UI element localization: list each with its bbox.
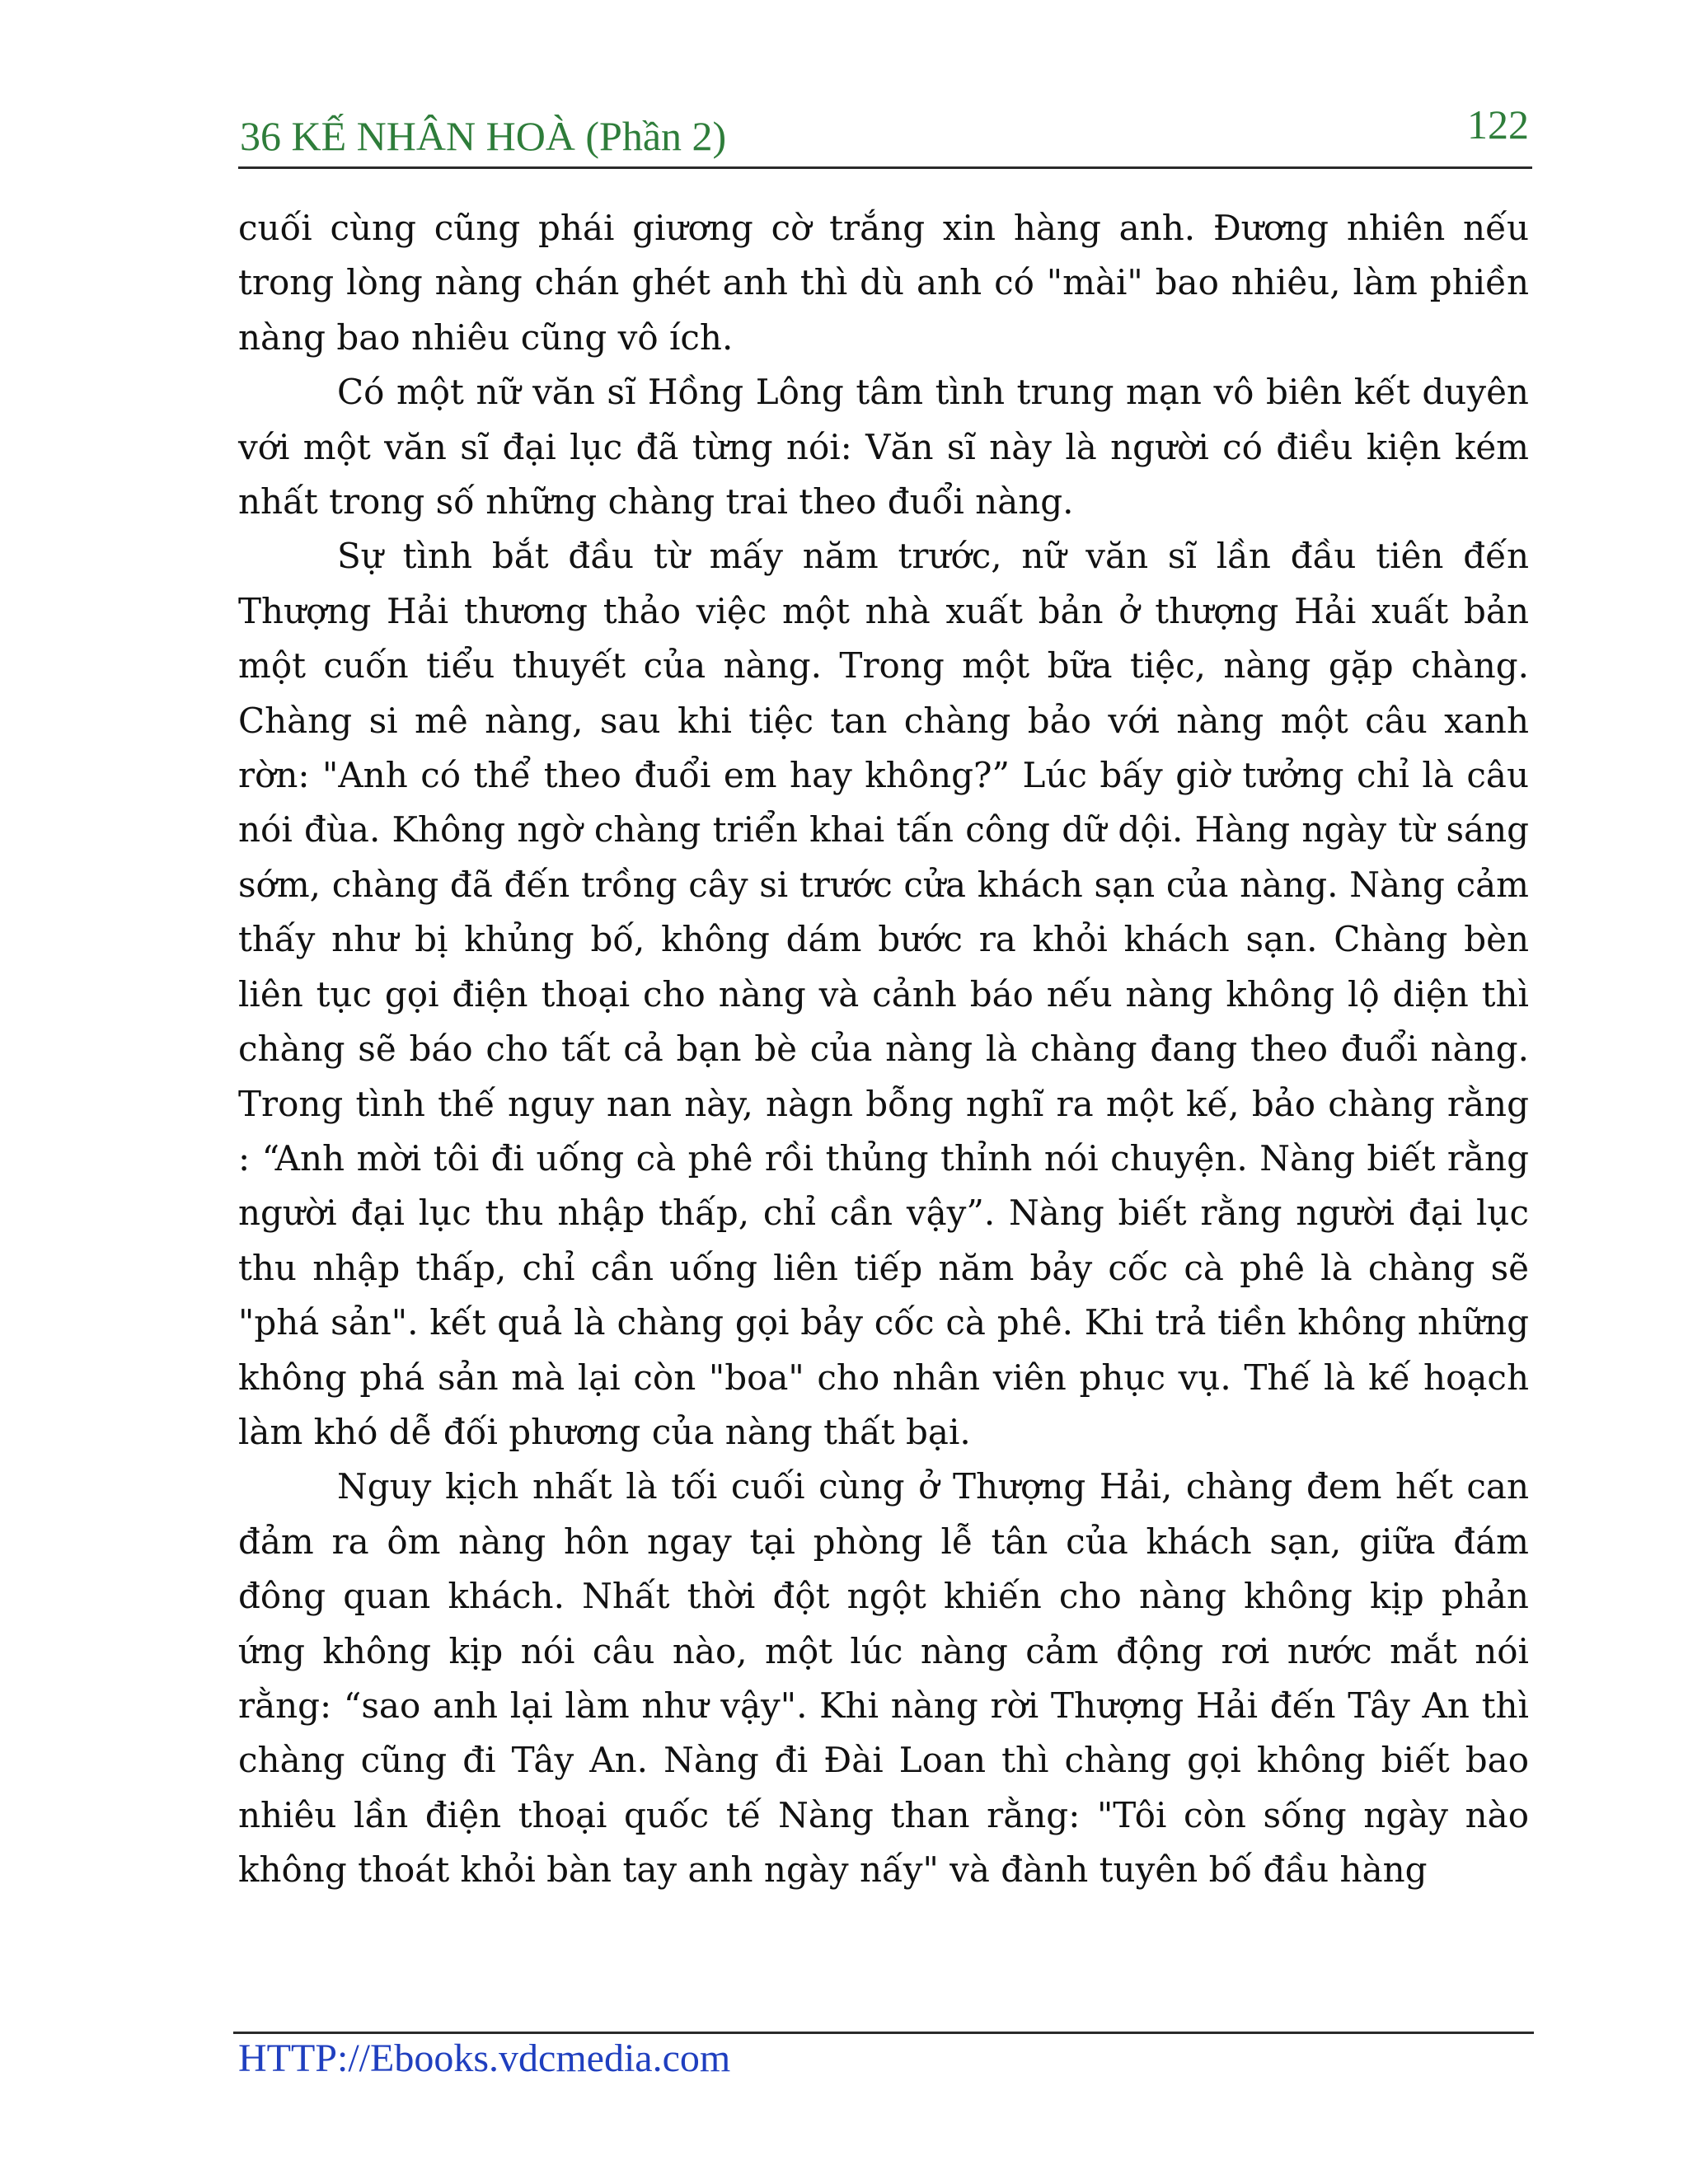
paragraph: Nguy kịch nhất là tối cuối cùng ở Thượng Hải, chàng đem hết can đảm ra ôm nàng hôn ngay tại phòng lễ tân của khách sạn, giữa đám đông quan khách. Nhất thời đột ngột khiến cho nàng không kịp phản ứng không kịp nói câu nào, một lúc nàng cảm động rơi nước mắt nói rằng: “sao anh lại làm như vậy". Khi nàng rời Thượng Hải đến Tây An thì chàng cũng đi Tây An. Nàng đi Đài Loan thì chàng gọi không biết bao nhiêu lần điện thoại quốc tế Nàng than rằng: "Tôi còn sống ngày nào không thoát khỏi bàn tay anh ngày nấy" và đành tuyên bố đầu hàng [238,1466,1529,1891]
page-number: 122 [1467,101,1529,148]
page-body [238,201,1529,1898]
footer-divider [233,2032,1534,2034]
book-title: 36 KẾ NHÂN HOÀ (Phần 2) [240,113,727,159]
paragraph: Có một nữ văn sĩ Hồng Lông tâm tình trung mạn vô biên kết duyên với một văn sĩ đại lục đã từng nói: Văn sĩ này là người có điều kiện kém nhất trong số những chàng trai theo đuổi nàng. [238,372,1529,523]
paragraph: cuối cùng cũng phái giương cờ trắng xin hàng anh. Đương nhiên nếu trong lòng nàng chán ghét anh thì dù anh có "mài" bao nhiêu, làm phiền nàng bao nhiêu cũng vô ích. [238,208,1529,358]
paragraph: Sự tình bắt đầu từ mấy năm trước, nữ văn sĩ lần đầu tiên đến Thượng Hải thương thảo việc một nhà xuất bản ở thượng Hải xuất bản một cuốn tiểu thuyết của nàng. Trong một bữa tiệc, nàng gặp chàng. Chàng si mê nàng, sau khi tiệc tan chàng bảo với nàng một câu xanh rờn: "Anh có thể theo đuổi em hay không?” Lúc bấy giờ tưởng chỉ là câu nói đùa. Không ngờ chàng triển khai tấn công dữ dội. Hàng ngày từ sáng sớm, chàng đã đến trồng cây si trước cửa khách sạn của nàng. Nàng cảm thấy như bị khủng bố, không dám bước ra khỏi khách sạn. Chàng bèn liên tục gọi điện thoại cho nàng và cảnh báo nếu nàng không lộ diện thì chàng sẽ báo cho tất cả bạn bè của nàng là chàng đang theo đuổi nàng. Trong tình thế nguy nan này, nàgn bỗng nghĩ ra một kế, bảo chàng rằng : “Anh mời tôi đi uống cà phê rồi thủng thỉnh nói chuyện. Nàng biết rằng người đại lục thu nhập thấp, chỉ cần vậy”. Nàng biết rằng người đại lục thu nhập thấp, chỉ cần uống liên tiếp năm bảy cốc cà phê là chàng sẽ "phá sản". kết quả là chàng gọi bảy cốc cà phê. Khi trả tiền không những không phá sản mà lại còn "boa" cho nhân viên phục vụ. Thế là kế hoạch làm khó dễ đối phương của nàng thất bại. [238,536,1529,1452]
page-header [238,97,1532,169]
footer-link[interactable]: HTTP://Ebooks.vdcmedia.com [238,2036,731,2080]
